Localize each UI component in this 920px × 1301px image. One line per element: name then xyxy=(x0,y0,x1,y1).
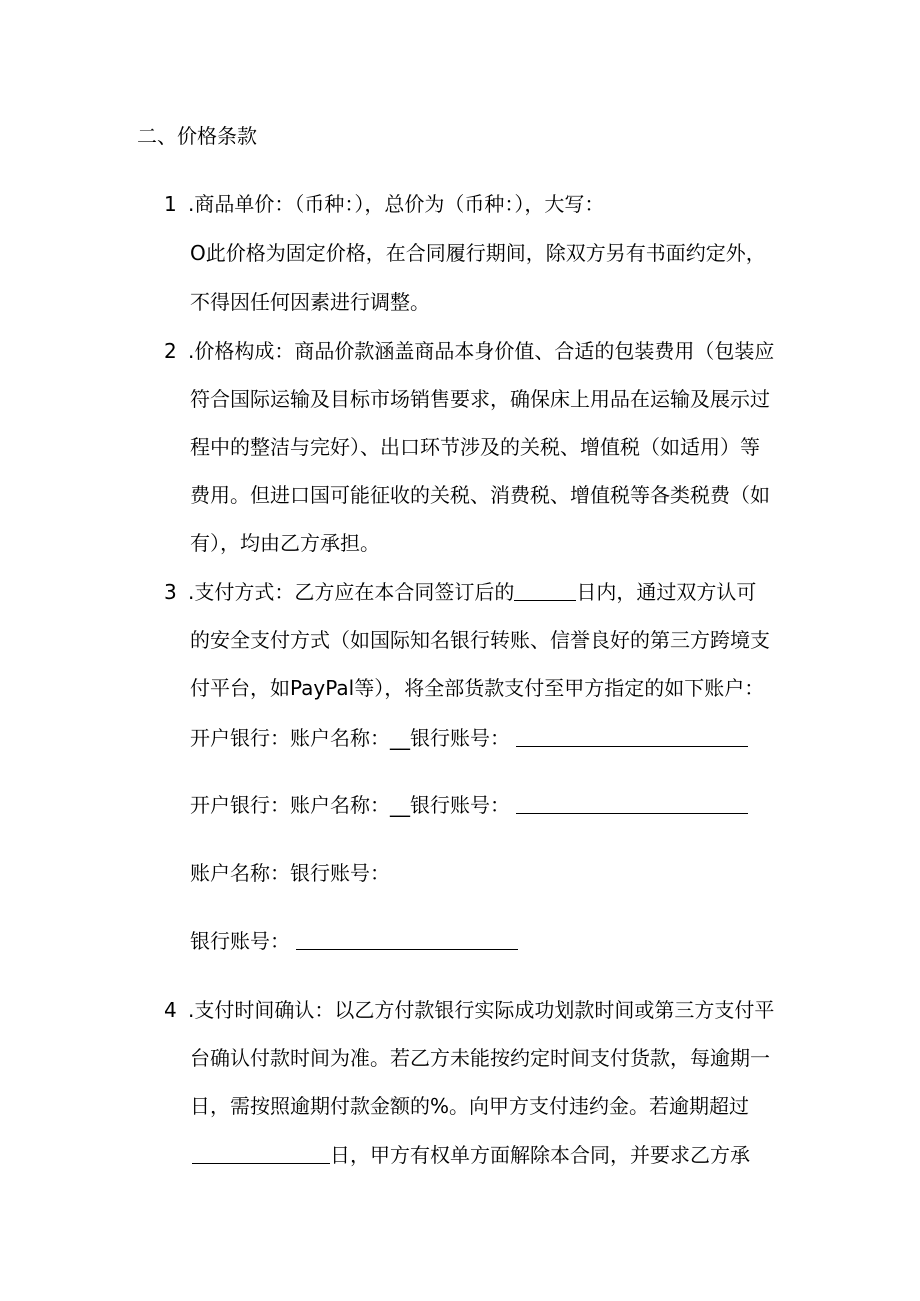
clause-1-line-1: .商品单价：（币种：），总价为（币种：），大写： xyxy=(188,192,605,216)
clause-1-number: 1 xyxy=(164,192,177,216)
account-row-4-label: 银行账号： xyxy=(190,929,290,953)
clause-2-line-3: 程中的整洁与完好）、出口环节涉及的关税、增值税（如适用）等 xyxy=(190,435,760,459)
clause-2-line-4: 费用。但进口国可能征收的关税、消费税、增值税等各类税费（如 xyxy=(190,483,770,507)
account-number-blank-2 xyxy=(516,793,748,814)
account-row-3: 账户名称：银行账号： xyxy=(190,861,390,885)
account-number-blank-4 xyxy=(296,929,518,950)
clause-2-number: 2 xyxy=(164,339,177,363)
clause-4-line-2: 台确认付款时间为准。若乙方未能按约定时间支付货款，每逾期一 xyxy=(190,1046,770,1070)
clause-1-line-3: 不得因任何因素进行调整。 xyxy=(190,290,430,314)
account-row-1-label: 开户银行：账户名称：__银行账号： xyxy=(190,726,510,750)
clause-2-line-1: .价格构成：商品价款涵盖商品本身价值、合适的包装费用（包装应 xyxy=(188,339,775,363)
clause-3-line-1-start: .支付方式：乙方应在本合同签订后的 xyxy=(188,580,515,604)
clause-1-line-2: O此价格为固定价格，在合同履行期间，除双方另有书面约定外， xyxy=(190,241,766,265)
overdue-days-blank xyxy=(192,1143,330,1164)
clause-4-line-1: .支付时间确认：以乙方付款银行实际成功划款时间或第三方支付平 xyxy=(188,998,775,1022)
clause-4-number: 4 xyxy=(164,998,177,1022)
account-row-4 xyxy=(190,927,518,955)
clause-4-line-4-text: 日，甲方有权单方面解除本合同，并要求乙方承 xyxy=(330,1143,750,1167)
account-row-2 xyxy=(190,791,748,819)
days-blank xyxy=(514,580,576,601)
clause-4-line-3: 日，需按照逾期付款金额的%。向甲方支付违约金。若逾期超过 xyxy=(190,1094,750,1118)
clause-3-line-1 xyxy=(188,578,756,606)
account-number-blank-1 xyxy=(516,726,748,747)
clause-3-line-2: 的安全支付方式（如国际知名银行转账、信誉良好的第三方跨境支 xyxy=(190,628,770,652)
clause-2-line-5: 有），均由乙方承担。 xyxy=(190,531,380,555)
section-title: 二、价格条款 xyxy=(137,124,257,148)
clause-3-line-1-end: 日内，通过双方认可 xyxy=(576,580,757,604)
clause-3-number: 3 xyxy=(164,580,177,604)
clause-2-line-2: 符合国际运输及目标市场销售要求，确保床上用品在运输及展示过 xyxy=(190,387,770,411)
clause-3-line-3: 付平台，如PayPal等），将全部货款支付至甲方指定的如下账户： xyxy=(190,676,765,700)
clause-4-line-4 xyxy=(192,1141,750,1169)
account-row-1 xyxy=(190,724,748,752)
account-row-2-label: 开户银行：账户名称：__银行账号： xyxy=(190,793,510,817)
